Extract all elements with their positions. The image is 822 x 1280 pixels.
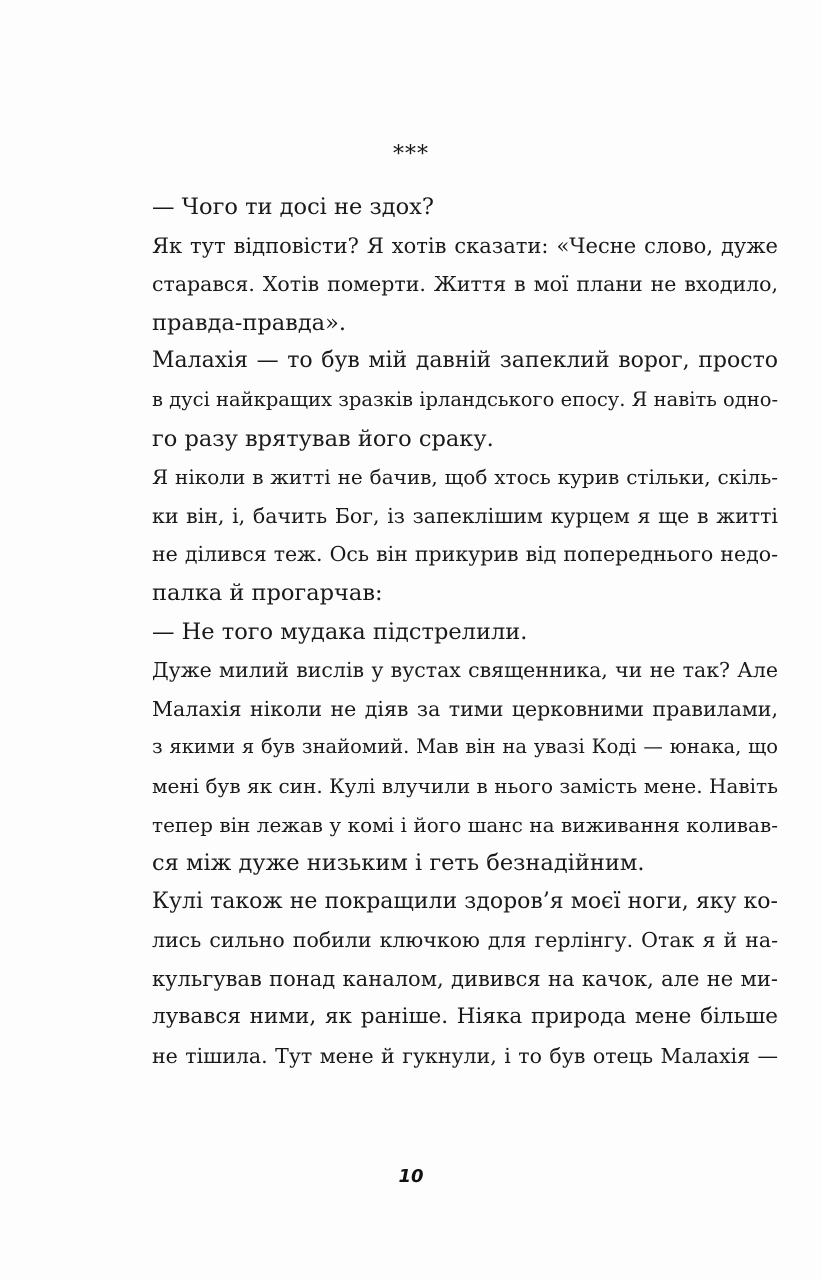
text-line: — Не того мудака підстрелили. [152,618,528,645]
page-number: 10 [398,1166,424,1187]
section-separator: *** [393,142,429,167]
text-line: ки він, і, бачить Бог, із запеклішим курцем я ще в житті [152,503,778,528]
text-line: Як тут відповісти? Я хотів сказати: «Чесне слово, дуже [152,233,778,258]
text-line: з якими я був знайомий. Мав він на увазі Коді — юнака, що [152,735,778,759]
text-line: мені був як син. Кулі влучили в нього замість мене. Навіть [152,773,778,798]
text-line: тепер він лежав у комі і його шанс на виживання коливав- [152,812,778,837]
text-line: лувався ними, як раніше. Ніяка природа мене більше [152,1004,778,1030]
text-line: ся між дуже низьким і геть безнадійним. [152,850,645,877]
text-line: старався. Хотів померти. Життя в мої плани не входило, [152,272,778,297]
text-line: лись сильно побили ключкою для герлінгу. Отак я й на- [152,928,778,953]
text-line: правда-правда». [152,309,347,336]
text-line: в дусі найкращих зразків ірландського епосу. Я навіть одно- [152,387,779,411]
text-line: Дуже милий вислів у вустах священника, чи не так? Але [152,658,778,683]
text-line: кульгував понад каналом, дивився на качок, але не ми- [152,966,778,991]
text-line: Малахія ніколи не діяв за тими церковними правилами, [152,696,778,721]
text-line: не тішила. Тут мене й гукнули, і то був отець Малахія — [152,1044,778,1069]
text-line: Малахія — то був мій давній запеклий ворог, просто [152,348,778,374]
text-line: — Чого ти досі не здох? [152,194,434,220]
text-line: не ділився теж. Ось він прикурив від попереднього недо- [152,542,778,567]
text-line: Кулі також не покращили здоров’я моєї ноги, яку ко- [152,888,778,914]
text-line: палка й прогарчав: [152,579,383,606]
text-line: Я ніколи в житті не бачив, щоб хтось курив стільки, скіль- [152,465,778,490]
text-line: го разу врятував його сраку. [152,425,494,452]
body-text [152,188,778,1076]
